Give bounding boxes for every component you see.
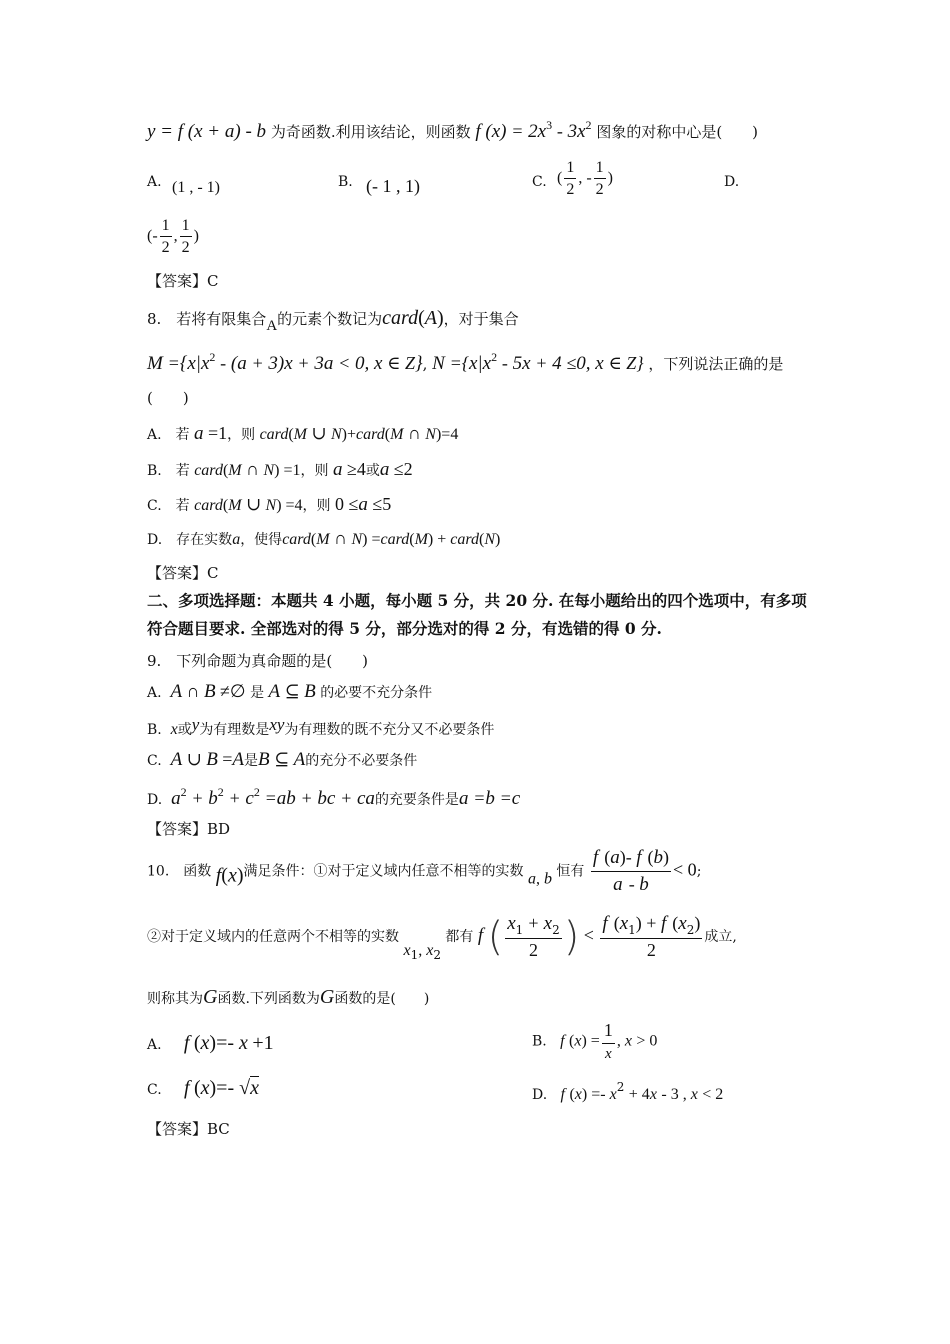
q9-stem: 9. 下列命题为真命题的是( )	[147, 652, 369, 670]
q10-answer: 【答案】BC	[147, 1120, 230, 1138]
q8-option-a: A. 若 a =1，则 card(M ∪ N)+card(M ∩ N)=4	[147, 423, 459, 444]
q7-formula-shift: y = f (x + a) - b	[147, 121, 267, 142]
q8-sets-line: $M =\{x|x^2 - (a + 3)x + 3a < 0$, x ∈ Z}, $N =\{x|x^2 - 5x + 4 \le 0$, x ∈ Z} ，下列说法正确的是	[147, 350, 784, 374]
q10-option-b: B. f (x) = $\frac{1}{x}$ , x > 0	[532, 1020, 658, 1062]
q7-formula-fx: f $(x) = 2x^3 - 3x^2$	[475, 118, 592, 142]
q9-option-a: A. A ∩ B ≠∅ 是 A ⊆ B 的必要不充分条件	[147, 681, 433, 702]
q10-stem-line3: 则称其为G函数.下列函数为G函数的是( )	[147, 986, 430, 1008]
q8-intro-b: 的元素个数记为	[277, 310, 383, 328]
q8-answer: 【答案】C	[147, 564, 219, 582]
q7-stem-text: 为奇函数.利用该结论，则函数	[270, 123, 471, 141]
q7-answer: 【答案】C	[147, 272, 219, 290]
q7-stem-line	[147, 118, 758, 144]
q7-option-b-label: B.	[338, 174, 353, 190]
q7-option-d: (- $\frac{1}{2}$ , $\frac{1}{2}$ )	[147, 217, 199, 257]
q8-option-b: B. 若 card(M ∩ N) =1，则 a ≥4或a ≤2	[147, 459, 413, 480]
q8-sets-end: ，下列说法正确的是	[648, 355, 784, 373]
q8-set-n: $N =\{x|x^2 - 5x + 4 \le 0$, x ∈ Z}	[432, 350, 644, 374]
q10-stem-line1: 10. 函数 f(x)满足条件：①对于定义域内任意不相等的实数 a, b 恒有 $\frac{f (a)- f (b)}{a - b}$ < 0;	[147, 847, 702, 895]
q8-option-c: C. 若 card(M ∪ N) =4，则 0 ≤a ≤5	[147, 494, 392, 515]
q9-option-d: D. $a^2 + b^2 + c^2 =ab$ + bc + ca的充要条件是a =b =c	[147, 785, 521, 809]
q8-set-m: $M =\{x|x^2 - (a + 3)x + 3a < 0$, x ∈ Z}	[147, 350, 423, 374]
q7-option-c: ( $\frac{1}{2}$ , - $\frac{1}{2}$ )	[557, 159, 613, 199]
q8-stem-line: 8. 若将有限集合A的元素个数记为card(A)，对于集合	[147, 307, 519, 334]
q7-option-c-label: C.	[532, 174, 547, 190]
q10-option-c: C. f (x)=- √x	[147, 1077, 259, 1099]
section2-heading-line2: 符合题目要求. 全部选对的得 5 分，部分选对的得 2 分，有选错的得 0 分.	[147, 619, 662, 638]
q9-option-b: B. x或y为有理数是xy为有理数的既不充分又不必要条件	[147, 715, 495, 738]
q7-option-a: (1 , - 1)	[172, 179, 220, 196]
q7-stem-end: 图象的对称中心是( )	[596, 123, 759, 141]
q8-intro-c: ，对于集合	[443, 310, 519, 328]
q10-option-a: A. f (x)=- x +1	[147, 1032, 274, 1054]
q9-answer: 【答案】BD	[147, 820, 231, 838]
q8-intro-a: 8. 若将有限集合	[147, 310, 267, 328]
q9-option-c: C. A ∪ B =A是B ⊆ A的充分不必要条件	[147, 749, 418, 770]
q10-option-d: D. f (x) =- x2 + 4x - 3 , x < 2	[532, 1080, 724, 1103]
section2-heading-line1: 二、多项选择题：本题共 4 小题，每小题 5 分，共 20 分. 在每小题给出的四个选项中，有多项	[147, 591, 807, 610]
q7-option-a-label: A.	[147, 174, 162, 190]
q7-option-b: (- 1 , 1)	[366, 176, 420, 196]
q7-option-d-label: D.	[724, 174, 740, 190]
q8-option-d: D. 存在实数a，使得card(M ∩ N) =card(M) + card(N)	[147, 528, 501, 548]
q8-blank: ( )	[147, 389, 189, 407]
q10-stem-line2: ②对于定义域内的任意两个不相等的实数 x1, x2 都有 f ( $\frac{x_1 + x_2}{2}$ ) < $\frac{f (x_1) + f (x_2)}{2}$ 成立,	[147, 912, 737, 962]
